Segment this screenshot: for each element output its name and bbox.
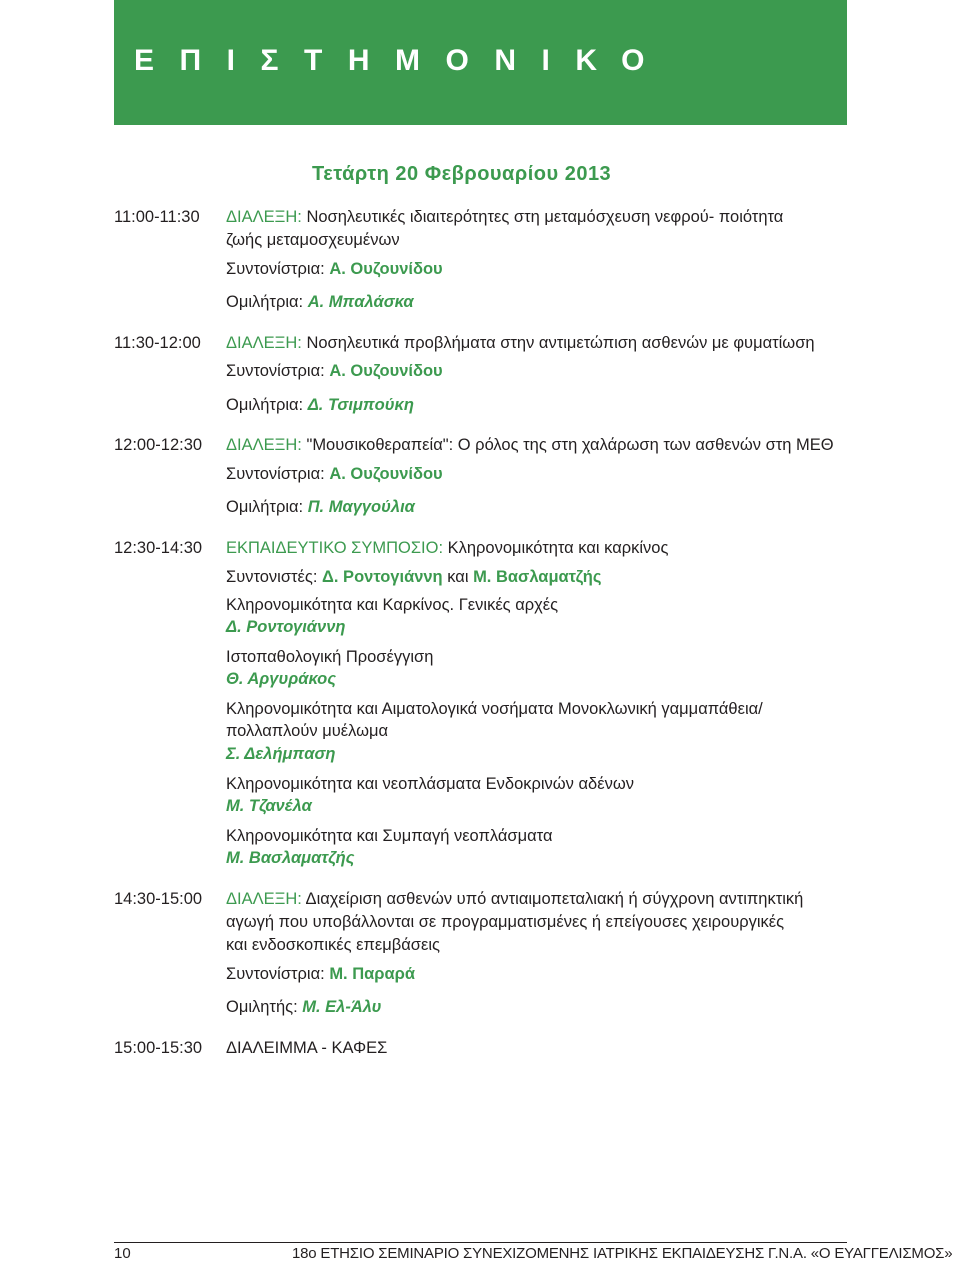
speaker-label: Ομιλήτρια: bbox=[226, 498, 308, 516]
session-type: ΔΙΑΛΕΞΗ: bbox=[226, 890, 302, 908]
chairs-and: και bbox=[442, 568, 474, 586]
talk-title: Κληρονομικότητα και νεοπλάσματα Ενδοκρινών αδένων bbox=[226, 775, 634, 793]
talk-speaker: Θ. Αργυράκος bbox=[226, 670, 337, 688]
footer-divider bbox=[114, 1242, 847, 1243]
chair-name: Μ. Παραρά bbox=[329, 965, 415, 983]
session-title-cont: ζωής μεταμοσχευμένων bbox=[226, 231, 400, 249]
session-type: ΔΙΑΛΕΞΗ: bbox=[226, 436, 302, 454]
chair-name: Δ. Ροντογιάννη bbox=[322, 568, 443, 586]
session-title-cont: και ενδοσκοπικές επεμβάσεις bbox=[226, 936, 440, 954]
talk-title: Κληρονομικότητα και Αιματολογικά νοσήματα Μονοκλωνική γαμμαπάθεια/ bbox=[226, 700, 763, 718]
talk-speaker: Σ. Δελήμπαση bbox=[226, 745, 336, 763]
page-number: 10 bbox=[114, 1245, 131, 1262]
session-title bbox=[226, 206, 783, 229]
header-banner bbox=[114, 0, 847, 125]
speaker-name: Δ. Τσιμπούκη bbox=[307, 396, 414, 414]
speaker-label: Ομιλήτρια: bbox=[226, 396, 308, 414]
chair-label: Συντονίστρια: bbox=[226, 965, 330, 983]
session-title bbox=[226, 434, 834, 457]
speaker-line bbox=[226, 394, 414, 417]
speaker-line bbox=[226, 996, 381, 1019]
chair-name: Α. Ουζουνίδου bbox=[329, 362, 443, 380]
chairs-line bbox=[226, 566, 601, 589]
speaker-name: Μ. Ελ-Άλυ bbox=[302, 998, 382, 1016]
session-time: 11:30-12:00 bbox=[114, 334, 201, 352]
session-time: 12:00-12:30 bbox=[114, 436, 203, 454]
chairs-label: Συντονιστές: bbox=[226, 568, 323, 586]
chair-name: Α. Ουζουνίδου bbox=[329, 465, 443, 483]
day-date-heading: Τετάρτη 20 Φεβρουαρίου 2013 bbox=[312, 163, 612, 185]
chair-line bbox=[226, 963, 415, 986]
talk-speaker: Μ. Τζανέλα bbox=[226, 797, 312, 815]
chair-label: Συντονίστρια: bbox=[226, 465, 330, 483]
session-type: ΕΚΠΑΙΔΕΥΤΙΚΟ ΣΥΜΠΟΣΙΟ: bbox=[226, 539, 444, 557]
chair-label: Συντονίστρια: bbox=[226, 362, 330, 380]
break-title: ΔΙΑΛΕΙΜΜΑ - ΚΑΦΕΣ bbox=[226, 1039, 388, 1057]
chair-line bbox=[226, 360, 443, 383]
speaker-name: Α. Μπαλάσκα bbox=[307, 293, 414, 311]
session-title-text: "Μουσικοθεραπεία": Ο ρόλος της στη χαλάρωση των ασθενών στη ΜΕΘ bbox=[301, 436, 834, 454]
session-title-text: Νοσηλευτικά προβλήματα στην αντιμετώπιση ασθενών με φυματίωση bbox=[301, 334, 815, 352]
talk-title: Κληρονομικότητα και Συμπαγή νεοπλάσματα bbox=[226, 827, 553, 845]
session-title bbox=[226, 537, 668, 560]
footer-title: 18ο ΕΤΗΣΙΟ ΣΕΜΙΝΑΡΙΟ ΣΥΝΕΧΙΖΟΜΕΝΗΣ ΙΑΤΡΙΚΗΣ ΕΚΠΑΙΔΕΥΣΗΣ Γ.Ν.Α. «Ο ΕΥΑΓΓΕΛΙΣΜΟΣ» bbox=[292, 1245, 953, 1262]
session-title bbox=[226, 332, 815, 355]
session-time: 12:30-14:30 bbox=[114, 539, 203, 557]
session-title-text: Νοσηλευτικές ιδιαιτερότητες στη μεταμόσχευση νεφρού- ποιότητα bbox=[301, 208, 784, 226]
talk-title: Κληρονομικότητα και Καρκίνος. Γενικές αρχές bbox=[226, 596, 559, 614]
session-time: 15:00-15:30 bbox=[114, 1039, 203, 1057]
session-type: ΔΙΑΛΕΞΗ: bbox=[226, 334, 302, 352]
session-time: 14:30-15:00 bbox=[114, 890, 203, 908]
talk-title-cont: πολλαπλούν μυέλωμα bbox=[226, 722, 389, 740]
speaker-name: Π. Μαγγούλια bbox=[307, 498, 415, 516]
chair-line bbox=[226, 258, 443, 281]
chair-name: Μ. Βασλαματζής bbox=[473, 568, 602, 586]
session-title-text: Διαχείριση ασθενών υπό αντιαιμοπεταλιακή ή σύγχρονη αντιπηκτική bbox=[301, 890, 804, 908]
chair-name: Α. Ουζουνίδου bbox=[329, 260, 443, 278]
speaker-label: Ομιλητής: bbox=[226, 998, 303, 1016]
talk-speaker: Δ. Ροντογιάννη bbox=[226, 618, 346, 636]
talk-title: Ιστοπαθολογική Προσέγγιση bbox=[226, 648, 434, 666]
section-title: ΕΠΙΣΤΗΜΟΝΙΚΟ bbox=[134, 44, 670, 77]
session-title bbox=[226, 888, 803, 911]
speaker-line bbox=[226, 291, 414, 314]
session-title-cont: αγωγή που υποβάλλονται σε προγραμματισμένες ή επείγουσες χειρουργικές bbox=[226, 913, 785, 931]
session-time: 11:00-11:30 bbox=[114, 208, 200, 226]
session-title-text: Κληρονομικότητα και καρκίνος bbox=[443, 539, 669, 557]
chair-line bbox=[226, 463, 443, 486]
session-type: ΔΙΑΛΕΞΗ: bbox=[226, 208, 302, 226]
talk-speaker: Μ. Βασλαματζής bbox=[226, 849, 355, 867]
speaker-line bbox=[226, 496, 415, 519]
speaker-label: Ομιλήτρια: bbox=[226, 293, 308, 311]
chair-label: Συντονίστρια: bbox=[226, 260, 330, 278]
